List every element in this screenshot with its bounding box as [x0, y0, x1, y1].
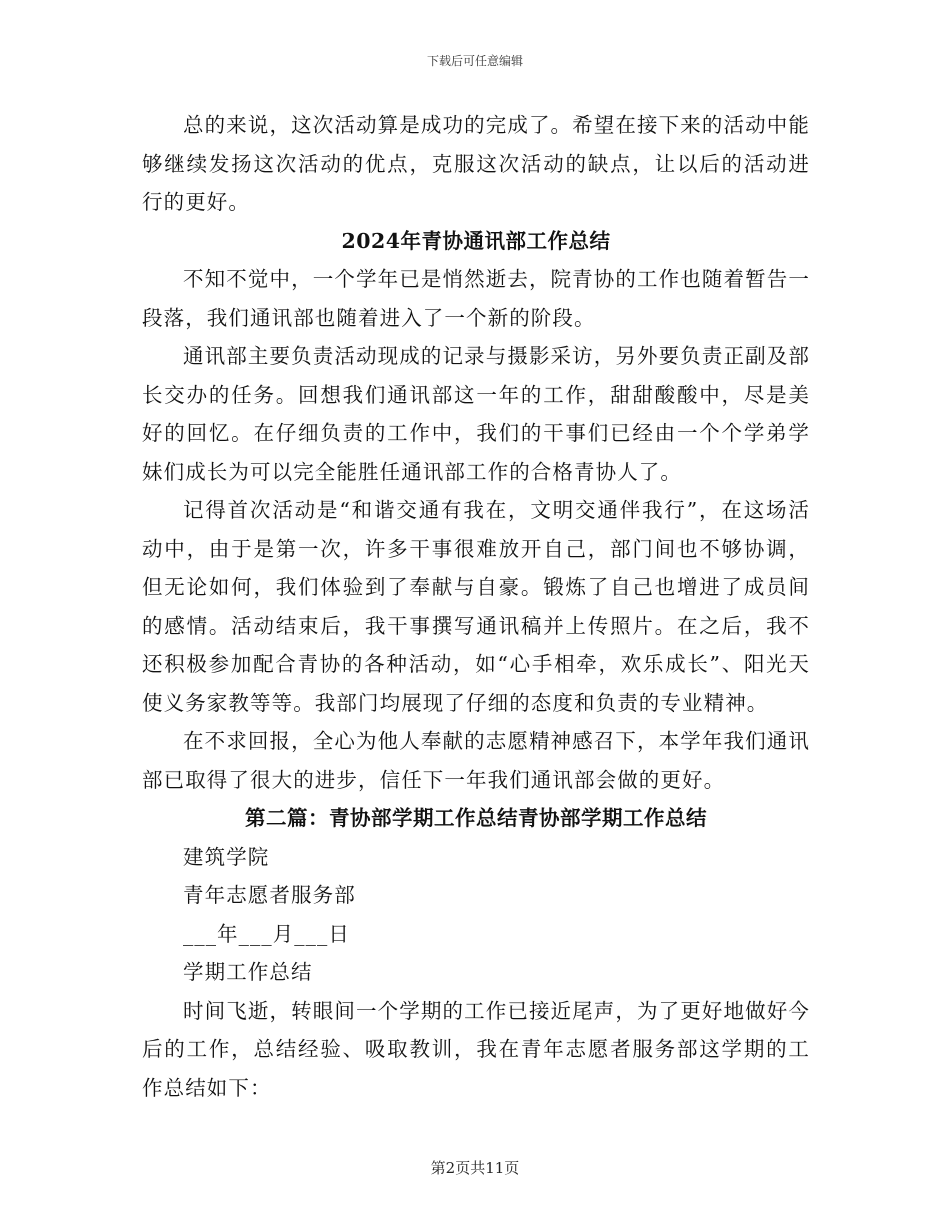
paragraph-intro: 不知不觉中，一个学年已是悄然逝去，院青协的工作也随着暂告一段落，我们通讯部也随着进入了一个新的阶段。 [142, 267, 810, 330]
line-college: 建筑学院 [183, 844, 270, 869]
document-body [142, 106, 810, 1107]
line-department: 青年志愿者服务部 [183, 883, 356, 907]
line-date: ___年___月___日 [183, 921, 350, 946]
paragraph-semester-summary: 时间飞逝，转眼间一个学期的工作已接近尾声，为了更好地做好今后的工作，总结经验、吸取教训，我在青年志愿者服务部这学期的工作总结如下： [142, 998, 810, 1100]
paragraph-duties: 通讯部主要负责活动现成的记录与摄影采访，另外要负责正副及部长交办的任务。回想我们通讯部这一年的工作，甜甜酸酸中，尽是美好的回忆。在仔细负责的工作中，我们的干事们已经由一个个学弟学妹们成长为可以完全能胜任通讯部工作的合格青协人了。 [142, 344, 810, 484]
page-header: 下载后可任意编辑 [426, 54, 523, 68]
paragraph-first-activity: 记得首次活动是“和谐交通有我在，文明交通伴我行”，在这场活动中，由于是第一次，许多干事很难放开自己，部门间也不够协调，但无论如何，我们体验到了奉献与自豪。锻炼了自己也增进了成员间的感情。活动结束后，我干事撰写通讯稿并上传照片。在之后，我不还积极参加配合青协的各种活动，如“心手相牵，欢乐成长”、阳光天使义务家教等等。我部门均展现了仔细的态度和负责的专业精神。 [142, 498, 810, 715]
paragraph-summary: 在不求回报，全心为他人奉献的志愿精神感召下，本学年我们通讯部已取得了很大的进步，信任下一年我们通讯部会做的更好。 [142, 729, 810, 792]
section-title-2024: 2024年青协通讯部工作总结 [341, 228, 611, 253]
section-title-second: 第二篇：青协部学期工作总结青协部学期工作总结 [245, 806, 707, 830]
page-footer: 第2页共11页 [430, 1159, 520, 1177]
line-report-title: 学期工作总结 [183, 960, 313, 984]
paragraph-conclusion: 总的来说，这次活动算是成功的完成了。希望在接下来的活动中能够继续发扬这次活动的优点，克服这次活动的缺点，让以后的活动进行的更好。 [142, 113, 810, 214]
